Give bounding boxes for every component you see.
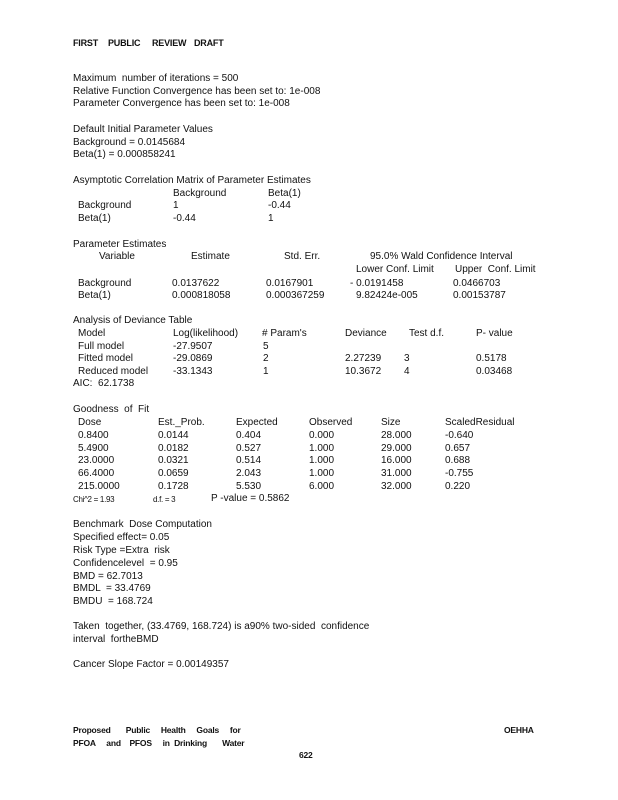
correlation-title: Asymptotic Correlation Matrix of Parameter Estimates bbox=[73, 175, 311, 186]
initial-background: Background = 0.0145684 bbox=[73, 137, 186, 148]
estimates-h-stderr: Std. Err. bbox=[284, 251, 321, 262]
initial-beta1: Beta(1) = 0.000858241 bbox=[73, 149, 176, 160]
gof-resid: 0.688 bbox=[445, 455, 471, 466]
relative-convergence: Relative Function Convergence has been set to: 1e-008 bbox=[73, 86, 321, 97]
gof-dose: 66.4000 bbox=[78, 468, 115, 479]
initial-values-title: Default Initial Parameter Values bbox=[73, 124, 213, 135]
estimates-h-ci: 95.0% Wald Confidence Interval bbox=[370, 251, 513, 262]
estimates-h-lower: Lower Conf. Limit bbox=[356, 264, 434, 275]
gof-h-dose: Dose bbox=[78, 417, 102, 428]
estimates-row-hi: 0.0466703 bbox=[453, 278, 501, 289]
estimates-row-hi: 0.00153787 bbox=[453, 290, 506, 301]
estimates-row-lo: - 0.0191458 bbox=[350, 278, 404, 289]
gof-h-size: Size bbox=[381, 417, 401, 428]
gof-h-observed: Observed bbox=[309, 417, 353, 428]
estimates-h-upper: Upper Conf. Limit bbox=[455, 264, 536, 275]
gof-resid: -0.640 bbox=[445, 430, 474, 441]
gof-observed: 6.000 bbox=[309, 481, 335, 492]
bmd-effect: Specified effect= 0.05 bbox=[73, 532, 170, 543]
deviance-row-dev: 10.3672 bbox=[345, 366, 382, 377]
footer-line-2: PFOA and PFOS in Drinking Water bbox=[73, 738, 245, 748]
gof-size: 32.000 bbox=[381, 481, 412, 492]
bmd-confidence: Confidencelevel = 0.95 bbox=[73, 558, 178, 569]
estimates-title: Parameter Estimates bbox=[73, 239, 167, 250]
bmdl-value: BMDL = 33.4769 bbox=[73, 583, 151, 594]
deviance-h-model: Model bbox=[78, 328, 106, 339]
deviance-h-deviance: Deviance bbox=[345, 328, 387, 339]
estimates-row-lo: 9.82424e-005 bbox=[356, 290, 418, 301]
gof-dose: 215.0000 bbox=[78, 481, 120, 492]
estimates-h-variable: Variable bbox=[99, 251, 135, 262]
bmd-risk-type: Risk Type =Extra risk bbox=[73, 545, 170, 556]
deviance-row-df: 3 bbox=[404, 353, 410, 364]
deviance-h-params: # Param's bbox=[262, 328, 307, 339]
deviance-row-params: 5 bbox=[263, 341, 269, 352]
deviance-row-loglik: -27.9507 bbox=[173, 341, 213, 352]
gof-observed: 1.000 bbox=[309, 468, 335, 479]
deviance-row-p: 0.03468 bbox=[476, 366, 513, 377]
estimates-row-se: 0.0167901 bbox=[266, 278, 314, 289]
deviance-row-df: 4 bbox=[404, 366, 410, 377]
summary-line-1: Taken together, (33.4769, 168.724) is a90% two-sided confidence bbox=[73, 621, 370, 632]
correlation-cell: 1 bbox=[173, 200, 179, 211]
gof-observed: 0.000 bbox=[309, 430, 335, 441]
aic-value: AIC: 62.1738 bbox=[73, 378, 135, 389]
header-review: REVIEW bbox=[152, 38, 187, 48]
header-public: PUBLIC bbox=[108, 38, 141, 48]
estimates-row-var: Beta(1) bbox=[78, 290, 111, 301]
gof-prob: 0.0659 bbox=[158, 468, 189, 479]
gof-dose: 23.0000 bbox=[78, 455, 115, 466]
deviance-row-model: Fitted model bbox=[78, 353, 134, 364]
footer-line-1: Proposed Public Health Goals for bbox=[73, 725, 241, 735]
footer-org: OEHHA bbox=[504, 725, 534, 735]
parameter-convergence: Parameter Convergence has been set to: 1e-008 bbox=[73, 98, 290, 109]
correlation-col-beta: Beta(1) bbox=[268, 188, 301, 199]
page-number: 622 bbox=[299, 750, 313, 760]
gof-resid: 0.657 bbox=[445, 443, 471, 454]
gof-expected: 0.527 bbox=[236, 443, 262, 454]
gof-h-expected: Expected bbox=[236, 417, 278, 428]
header-draft: DRAFT bbox=[194, 38, 224, 48]
bmd-title: Benchmark Dose Computation bbox=[73, 519, 212, 530]
estimates-row-est: 0.000818058 bbox=[172, 290, 231, 301]
bmdu-value: BMDU = 168.724 bbox=[73, 596, 153, 607]
deviance-row-loglik: -29.0869 bbox=[173, 353, 213, 364]
gof-expected: 2.043 bbox=[236, 468, 262, 479]
gof-resid: -0.755 bbox=[445, 468, 474, 479]
correlation-col-background: Background bbox=[173, 188, 227, 199]
gof-prob: 0.0321 bbox=[158, 455, 189, 466]
correlation-row-label: Beta(1) bbox=[78, 213, 111, 224]
gof-chi-square: Chi^2 = 1.93 bbox=[73, 495, 115, 504]
gof-size: 31.000 bbox=[381, 468, 412, 479]
estimates-row-se: 0.000367259 bbox=[266, 290, 325, 301]
gof-size: 16.000 bbox=[381, 455, 412, 466]
correlation-cell: -0.44 bbox=[173, 213, 196, 224]
gof-prob: 0.1728 bbox=[158, 481, 189, 492]
gof-expected: 0.514 bbox=[236, 455, 262, 466]
deviance-row-dev: 2.27239 bbox=[345, 353, 382, 364]
deviance-row-params: 2 bbox=[263, 353, 269, 364]
bmd-value: BMD = 62.7013 bbox=[73, 571, 143, 582]
gof-expected: 0.404 bbox=[236, 430, 262, 441]
gof-prob: 0.0144 bbox=[158, 430, 189, 441]
gof-title: Goodness of Fit bbox=[73, 404, 150, 415]
deviance-title: Analysis of Deviance Table bbox=[73, 315, 193, 326]
gof-h-prob: Est._Prob. bbox=[158, 417, 205, 428]
gof-expected: 5.530 bbox=[236, 481, 262, 492]
gof-observed: 1.000 bbox=[309, 443, 335, 454]
gof-size: 29.000 bbox=[381, 443, 412, 454]
gof-resid: 0.220 bbox=[445, 481, 471, 492]
deviance-h-loglik: Log(likelihood) bbox=[173, 328, 239, 339]
estimates-h-estimate: Estimate bbox=[191, 251, 230, 262]
estimates-row-est: 0.0137622 bbox=[172, 278, 220, 289]
deviance-h-pvalue: P- value bbox=[476, 328, 513, 339]
max-iterations: Maximum number of iterations = 500 bbox=[73, 73, 239, 84]
deviance-row-model: Reduced model bbox=[78, 366, 149, 377]
gof-dose: 0.8400 bbox=[78, 430, 109, 441]
deviance-row-p: 0.5178 bbox=[476, 353, 507, 364]
deviance-row-model: Full model bbox=[78, 341, 125, 352]
correlation-row-label: Background bbox=[78, 200, 132, 211]
gof-df: d.f. = 3 bbox=[153, 495, 176, 504]
gof-prob: 0.0182 bbox=[158, 443, 189, 454]
gof-size: 28.000 bbox=[381, 430, 412, 441]
gof-dose: 5.4900 bbox=[78, 443, 109, 454]
estimates-row-var: Background bbox=[78, 278, 132, 289]
deviance-h-df: Test d.f. bbox=[409, 328, 445, 339]
gof-observed: 1.000 bbox=[309, 455, 335, 466]
cancer-slope-factor: Cancer Slope Factor = 0.00149357 bbox=[73, 659, 229, 670]
gof-h-resid: ScaledResidual bbox=[445, 417, 515, 428]
deviance-row-params: 1 bbox=[263, 366, 269, 377]
gof-pvalue: P -value = 0.5862 bbox=[211, 493, 290, 504]
summary-line-2: interval fortheBMD bbox=[73, 634, 159, 645]
correlation-cell: 1 bbox=[268, 213, 274, 224]
deviance-row-loglik: -33.1343 bbox=[173, 366, 213, 377]
header-first: FIRST bbox=[73, 38, 98, 48]
correlation-cell: -0.44 bbox=[268, 200, 291, 211]
